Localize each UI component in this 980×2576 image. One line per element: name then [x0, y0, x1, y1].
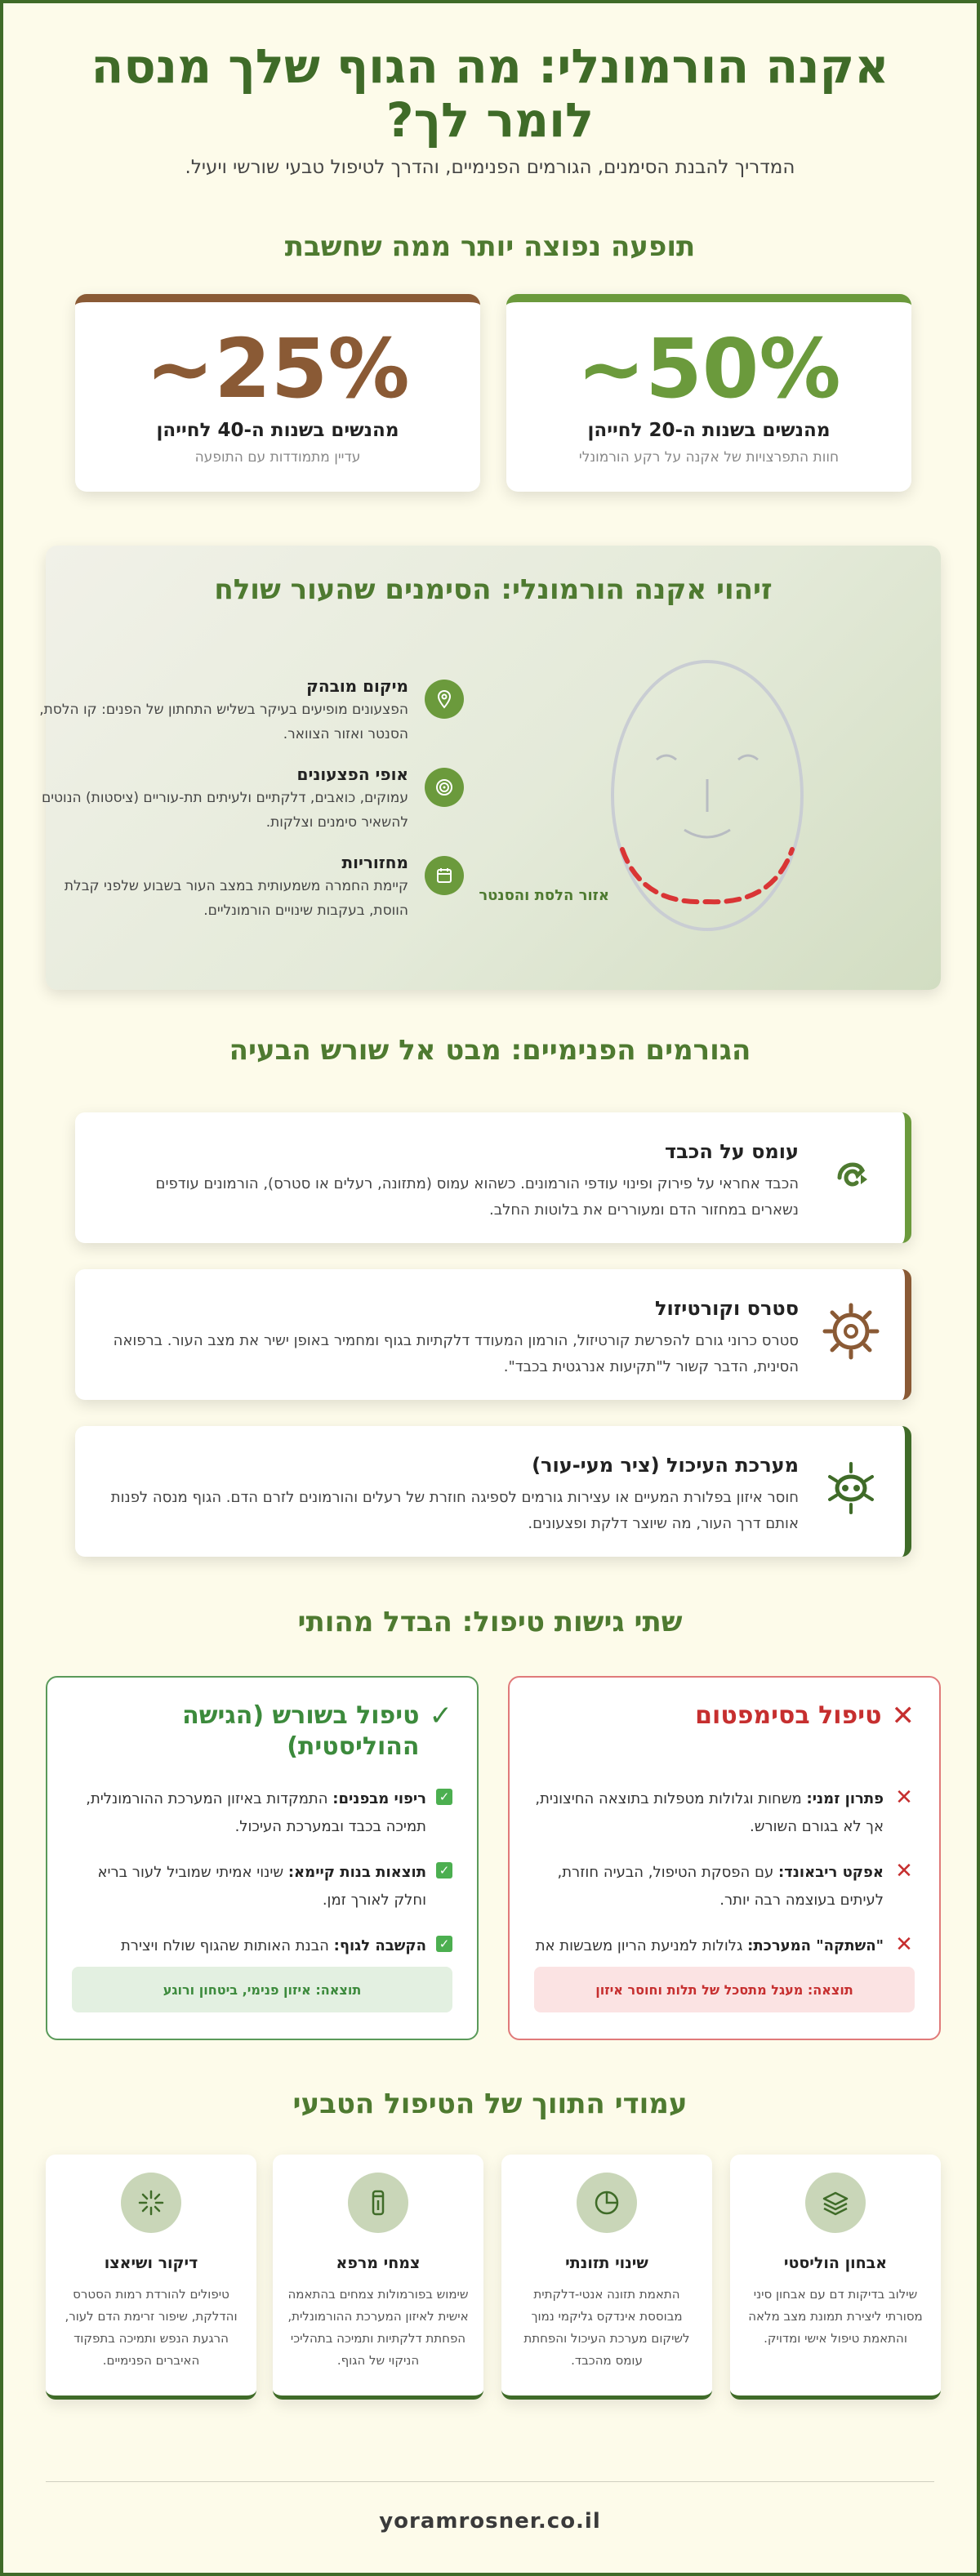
- ident-item-desc: הפצעונים מופיעים בעיקר בשליש התחתון של הפנים: קו הלסת, הסנטר ואזור הצוואר.: [39, 702, 408, 742]
- list-item: [72, 1859, 452, 1914]
- pillar-title: צמחי מרפא: [336, 2254, 421, 2272]
- stat-label: מהנשים בשנות ה-40 לחייהן: [156, 420, 399, 441]
- stat-note: חוות התפרצויות של אקנה על רקע הורמונלי: [578, 449, 840, 466]
- stat-value: ~50%: [577, 321, 841, 417]
- pillar-desc: התאמת תזונה אנטי-דלקתית מבוססת אינדקס גליקמי נמוך לשיקום מערכת העיכול והפחתת עומס מהכבד.: [523, 2287, 690, 2368]
- face-caption: אזור הלסת והסנטר: [479, 887, 609, 904]
- page-subtitle: המדריך להבנת הסימנים, הגורמים הפנימיים, והדרך לטיפול טבעי שורשי ויעיל.: [185, 157, 795, 178]
- stat-label: מהנשים בשנות ה-20 לחייהן: [587, 420, 831, 441]
- cause-card-gut: [75, 1426, 911, 1557]
- layers-icon: [805, 2173, 866, 2233]
- footer-divider: [46, 2481, 934, 2482]
- pillars-section-title: עמודי התווך של הטיפול הטבעי: [292, 2088, 688, 2120]
- acupuncture-icon: [121, 2173, 181, 2233]
- pillar-desc: טיפולים להורדת רמות הסטרס והדלקת, שיפור זרימת הדם לעור, הרגעת הנפש ותמיכה בתפקוד האיברים הפנימיים.: [65, 2287, 238, 2368]
- ident-item-name: מיקום מובהק: [306, 676, 408, 696]
- stat-note: עדיין מתמודדות עם התופעה: [194, 449, 361, 466]
- cause-desc: חוסר איזון בפלורת המעיים או עצירות גורמים לספיגה חוזרת של רעלים והורמונים לזרם הדם. הגוף מנסה לפנות אותם דרך העור, מה שיוצר דלקת ופצעונים.: [110, 1489, 799, 1532]
- list-item-text: פתרון זמני: משחות וגלולות מטפלות בתוצאה החיצונית, אך לא בגורם השורש.: [535, 1790, 884, 1835]
- ident-item-cycle: [24, 851, 408, 923]
- cause-title: עומס על הכבד: [665, 1140, 799, 1163]
- liver-icon: [818, 1142, 884, 1207]
- checkbox-check-icon: ✓: [436, 1862, 452, 1879]
- cause-desc: הכבד אחראי על פירוק ופינוי עודפי הורמונים. כשהוא עמוס (מתזונה, רעלים או סטרס), הורמונים עודפים נשארים במחזור הדם ומעוררים את בלוטות החלב.: [155, 1175, 799, 1219]
- pillar-title: אבחון הוליסטי: [783, 2254, 888, 2272]
- causes-section-title: הגורמים הפנימיים: מבט אל שורש הבעיה: [229, 1034, 751, 1067]
- pie-chart-icon: [577, 2173, 637, 2233]
- pillar-diagnosis: [730, 2155, 941, 2400]
- cross-icon: ✕: [895, 1785, 913, 1810]
- ident-item-location: [24, 675, 408, 747]
- symptom-treatment-card: [508, 1676, 941, 2040]
- cause-desc: סטרס כרוני גורם להפרשת קורטיזול, הורמון המעודד דלקתיות בגוף ומחמיר באופן ישיר את מצב העור. ברפואה הסינית, הדבר קשור ל"תקיעות אנרגטית בכבד".: [113, 1332, 799, 1375]
- holistic-card-title: טיפול בשורש (הגישה ההוליסטית): [182, 1701, 420, 1761]
- list-item: [72, 1785, 452, 1841]
- pillar-title: שינוי תזונתי: [565, 2254, 648, 2272]
- list-item-text: הקשבה לגוף: הבנת האותות שהגוף שולח ויצירת: [120, 1937, 426, 1954]
- approaches-section-title: שתי גישות טיפול: הבדל מהותי: [297, 1606, 683, 1638]
- pillar-title: דיקור ושיאצו: [104, 2254, 198, 2272]
- checkbox-check-icon: ✓: [436, 1936, 452, 1952]
- list-item-text: תוצאות בנות קיימא: שינוי אמיתי שמוביל לעור בריא וחלק לאורך זמן.: [97, 1864, 426, 1909]
- cause-card-liver: [75, 1112, 911, 1243]
- check-icon: ✓: [429, 1700, 452, 1732]
- symptom-result-badge: תוצאה: מעגל מתסכל של תלות וחוסר איזון: [534, 1967, 915, 2012]
- face-illustration: [601, 660, 813, 954]
- pillar-herbs: [273, 2155, 483, 2400]
- herb-vial-icon: [348, 2173, 408, 2233]
- stat-card-40s: [75, 294, 480, 492]
- page-title: אקנה הורמונלי: מה הגוף שלך מנסה לומר לך?: [91, 38, 889, 148]
- identification-panel: [39, 546, 941, 990]
- ident-item-desc: קיימת החמרה משמעותית במצב העור בשבוע שלפני קבלת הווסת, בעקבות שינויים הורמונליים.: [64, 878, 408, 919]
- stat-value: ~25%: [145, 321, 410, 417]
- ident-item-type: [24, 763, 408, 835]
- list-item-text: "השתקה" המערכת: גלולות למניעת הריון משבשות את: [535, 1937, 884, 1954]
- footer-website-link[interactable]: yoramrosner.co.il: [379, 2509, 601, 2534]
- holistic-result-badge: תוצאה: איזון פנימי, ביטחון ורוגע: [72, 1967, 452, 2012]
- pillar-desc: שילוב בדיקות דם עם אבחון סיני מסורתי ליצירת תמונת מצב מלאה והתאמת טיפול אישי ומדויק.: [748, 2287, 923, 2346]
- list-item-text: אפקט ריבאונד: עם הפסקת הטיפול, הבעיה חוזרת, לעיתים בעוצמה רבה יותר.: [557, 1864, 884, 1909]
- cause-title: מערכת העיכול (ציר מעי-עור): [532, 1454, 799, 1477]
- list-item: [534, 1859, 915, 1914]
- cross-icon: ✕: [895, 1859, 913, 1883]
- stats-section-title: תופעה נפוצה יותר ממה שחשבת: [284, 230, 696, 263]
- identification-title: זיהוי אקנה הורמונלי: הסימנים שהעור שולח: [214, 573, 773, 606]
- ident-item-name: אופי הפצעונים: [296, 764, 408, 784]
- cause-card-stress: [75, 1269, 911, 1400]
- cause-title: סטרס וקורטיזול: [654, 1297, 799, 1320]
- holistic-treatment-card: [46, 1676, 479, 2040]
- pillar-acupuncture: [46, 2155, 256, 2400]
- gut-microbe-icon: [818, 1455, 884, 1521]
- close-icon: ✕: [891, 1700, 915, 1732]
- list-item: [534, 1785, 915, 1841]
- stat-card-20s: [506, 294, 911, 492]
- symptom-card-title: טיפול בסימפטום: [695, 1701, 882, 1730]
- list-item-text: ריפוי מבפנים: התמקדות באיזון המערכת ההורמונלית, תמיכה בכבד ובמערכת העיכול.: [86, 1790, 426, 1835]
- location-pin-icon: [425, 680, 464, 719]
- holistic-card-header: [72, 1700, 452, 1763]
- symptom-card-header: [534, 1700, 915, 1731]
- target-icon: [425, 768, 464, 807]
- checkbox-check-icon: ✓: [436, 1789, 452, 1805]
- pillar-desc: שימוש בפורמולות צמחים בהתאמה אישית לאיזון המערכת ההורמונלית, הפחתת דלקתיות ותמיכה בתהליכי הניקוי של הגוף.: [287, 2287, 469, 2368]
- stress-gear-icon: [818, 1299, 884, 1364]
- ident-item-name: מחזוריות: [341, 853, 408, 872]
- cross-icon: ✕: [895, 1932, 913, 1957]
- ident-item-desc: עמוקים, כואבים, דלקתיים ולעיתים תת-עוריים (ציסטות) הנוטים להשאיר סימנים וצלקות.: [41, 790, 408, 831]
- pillar-nutrition: [501, 2155, 712, 2400]
